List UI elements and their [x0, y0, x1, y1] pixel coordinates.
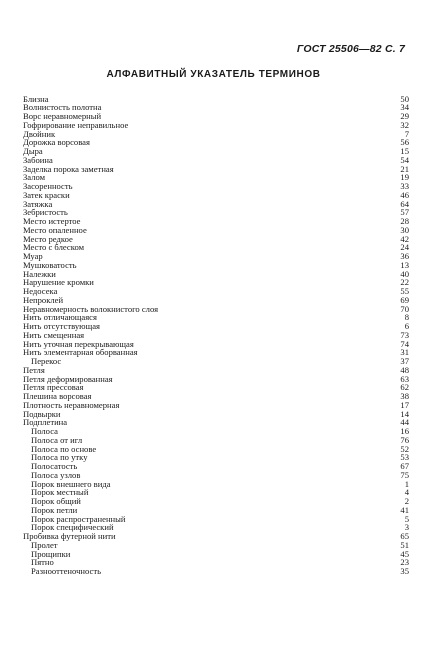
- index-entry: [23, 261, 409, 270]
- index-term: Разнооттеночность: [31, 566, 101, 576]
- index-term: Пробивка футерной нити: [23, 531, 116, 541]
- index-term: Порок внешнего вида: [31, 478, 111, 489]
- index-page-number: 37: [400, 356, 409, 366]
- index-term: Гофрирование неправильное: [23, 119, 129, 130]
- index-entry: [23, 462, 409, 471]
- index-page-number: 64: [400, 198, 409, 209]
- index-entry: [23, 200, 409, 209]
- index-term: Порок распространенный: [31, 513, 126, 524]
- index-page-number: 17: [400, 399, 409, 410]
- index-page-number: 65: [400, 531, 409, 541]
- index-page-number: 16: [400, 426, 409, 436]
- index-term: Засоренность: [23, 181, 73, 191]
- index-term: Порок местный: [31, 487, 89, 498]
- index-term: Нарушение кромки: [23, 277, 94, 288]
- index-page-number: 57: [400, 207, 409, 218]
- index-page-number: 70: [400, 303, 409, 314]
- index-term: Полоса по утку: [31, 452, 88, 463]
- index-entry: [23, 287, 409, 296]
- index-term: Дорожка ворсовая: [23, 137, 90, 148]
- index-page-number: 63: [400, 373, 409, 384]
- index-term: Порок петли: [31, 504, 78, 515]
- index-page-number: 73: [400, 329, 409, 340]
- index-page-number: 51: [400, 539, 409, 550]
- index-term: Залом: [23, 172, 46, 183]
- index-term: Двойник: [23, 128, 56, 139]
- index-term: Полоса от игл: [31, 434, 83, 445]
- index-page-number: 35: [400, 566, 409, 576]
- index-page-number: 56: [400, 137, 409, 148]
- index-term: Петля: [23, 364, 45, 375]
- index-term: Петля прессовая: [23, 382, 84, 393]
- index-page-number: 14: [400, 408, 409, 419]
- index-page-number: 6: [404, 321, 409, 331]
- index-term: Зебристость: [23, 207, 68, 218]
- index-term: Место опаленное: [23, 224, 87, 235]
- index-page-number: 55: [400, 286, 409, 296]
- index-term: Место редкое: [23, 233, 73, 244]
- index-term: Ворс неравномерный: [23, 111, 102, 121]
- index-term: Пролет: [31, 539, 58, 550]
- index-term: Полоса: [31, 426, 58, 436]
- index-page-number: 48: [400, 364, 409, 375]
- index-page-number: 62: [400, 382, 409, 393]
- index-term: Плешина ворсовая: [23, 391, 92, 401]
- page-header: ГОСТ 25506—82 С. 7: [296, 43, 405, 55]
- index-term: Полоса по основе: [31, 443, 97, 454]
- index-page-number: 24: [400, 242, 409, 253]
- index-term: Затяжка: [23, 198, 53, 209]
- index-entry: [23, 252, 409, 261]
- term-index-list: [23, 95, 409, 576]
- index-entry: [23, 243, 409, 252]
- index-page-number: 69: [400, 294, 409, 305]
- index-term: Нить уточная перекрывающая: [23, 338, 134, 349]
- index-entry: [23, 541, 409, 550]
- index-term: Место с блеском: [23, 242, 85, 253]
- index-term: Муар: [23, 251, 43, 261]
- index-term: Затек краски: [23, 189, 70, 200]
- index-term: Место истертое: [23, 216, 81, 226]
- index-page-number: 28: [400, 216, 409, 226]
- index-entry: [23, 121, 409, 130]
- index-entry: [23, 138, 409, 147]
- index-entry: [23, 191, 409, 200]
- index-page-number: 1: [404, 478, 409, 489]
- index-page-number: 33: [400, 181, 409, 191]
- index-term: Прощипки: [31, 548, 71, 559]
- index-term: Недосека: [23, 286, 58, 296]
- index-term: Близна: [23, 93, 49, 104]
- index-term: Нить отсутствующая: [23, 321, 100, 331]
- index-page-number: 29: [400, 111, 409, 121]
- index-page-number: 74: [400, 338, 409, 349]
- index-term: Петля деформированная: [23, 373, 113, 384]
- index-entry: [23, 278, 409, 287]
- index-term: Подвырки: [23, 408, 61, 419]
- index-term: Неравномерность волокнистого слоя: [23, 303, 159, 314]
- index-page-number: 67: [400, 461, 409, 471]
- index-term: Полосатость: [31, 461, 78, 471]
- index-page-number: 42: [400, 233, 409, 244]
- index-page-number: 22: [400, 277, 409, 288]
- index-page-number: 30: [400, 224, 409, 235]
- index-entry: [23, 208, 409, 217]
- index-entry: [23, 401, 409, 410]
- index-term: Подплетина: [23, 417, 68, 428]
- index-page-number: 34: [400, 102, 409, 113]
- index-entry: [23, 182, 409, 191]
- index-page-number: 53: [400, 452, 409, 463]
- index-term: Забоина: [23, 154, 53, 165]
- index-entry: [23, 567, 409, 576]
- index-term: Пятно: [31, 557, 54, 568]
- index-term: Перекос: [31, 356, 62, 366]
- index-term: Порок общий: [31, 496, 81, 506]
- index-page-number: 23: [400, 557, 409, 568]
- index-term: Нить отличающаяся: [23, 312, 97, 323]
- page-title: АЛФАВИТНЫЙ УКАЗАТЕЛЬ ТЕРМИНОВ: [106, 69, 321, 80]
- index-entry: [23, 165, 409, 174]
- index-entry: [23, 226, 409, 235]
- index-page-number: 8: [404, 312, 409, 323]
- index-entry: [23, 453, 409, 462]
- index-page-number: 75: [400, 469, 409, 480]
- index-page-number: 54: [400, 154, 409, 165]
- index-page-number: 44: [400, 417, 409, 428]
- index-page-number: 31: [400, 347, 409, 358]
- index-term: Порок специфический: [31, 522, 114, 533]
- index-term: Нить смещенная: [23, 329, 85, 340]
- index-page-number: 76: [400, 434, 409, 445]
- index-page-number: 36: [400, 251, 409, 261]
- index-entry: [23, 532, 409, 541]
- index-entry: [23, 497, 409, 506]
- index-entry: [23, 550, 409, 559]
- index-entry: [23, 410, 409, 419]
- index-page-number: 38: [400, 391, 409, 401]
- index-page-number: 5: [404, 513, 409, 524]
- index-page-number: 7: [404, 128, 409, 139]
- index-page-number: 40: [400, 268, 409, 279]
- index-page-number: 3: [404, 522, 409, 533]
- index-page-number: 13: [400, 259, 409, 270]
- index-term: Плотность неравномерная: [23, 399, 120, 410]
- index-entry: [23, 418, 409, 427]
- index-entry: [23, 357, 409, 366]
- index-term: Дыра: [23, 146, 43, 156]
- index-page-number: 50: [400, 93, 409, 104]
- index-entry: [23, 348, 409, 357]
- index-term: Волнистость полотна: [23, 102, 102, 113]
- index-page-number: 46: [400, 189, 409, 200]
- index-page-number: 4: [404, 487, 409, 498]
- index-page-number: 45: [400, 548, 409, 559]
- index-term: Мушковатость: [23, 259, 77, 270]
- index-page-number: 52: [400, 443, 409, 454]
- index-term: Непроклей: [23, 294, 64, 305]
- index-term: Заделка порока заметная: [23, 163, 114, 174]
- index-page-number: 21: [400, 163, 409, 174]
- index-entry: [23, 147, 409, 156]
- index-page-number: 32: [400, 119, 409, 130]
- index-page-number: 15: [400, 146, 409, 156]
- index-page-number: 41: [400, 504, 409, 515]
- index-page-number: 19: [400, 172, 409, 183]
- index-term: Належки: [23, 268, 56, 279]
- index-term: Нить элементарная оборванная: [23, 347, 138, 358]
- index-term: Полоса узлов: [31, 469, 81, 480]
- index-entry: [23, 173, 409, 182]
- index-page-number: 2: [404, 496, 409, 506]
